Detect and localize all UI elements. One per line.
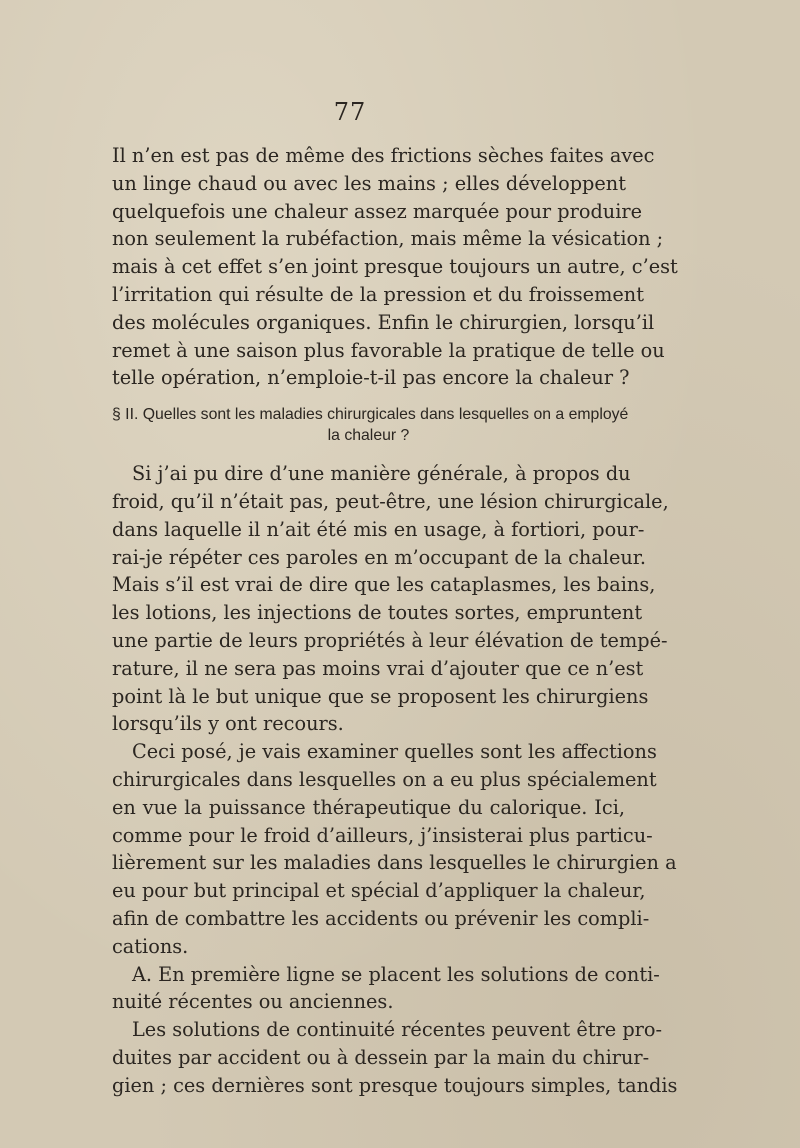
section-heading-line-2: la chaleur ? bbox=[327, 427, 410, 445]
text-line: mais à cet effet s’en joint presque toujours un autre, c’est bbox=[112, 255, 678, 279]
text-line: duites par accident ou à dessein par la main du chirur- bbox=[112, 1045, 650, 1069]
text-line: Les solutions de continuité récentes peuvent être pro- bbox=[132, 1018, 663, 1042]
text-line: nuité récentes ou anciennes. bbox=[112, 990, 394, 1014]
paragraph-4 bbox=[112, 961, 660, 1017]
text-line: une partie de leurs propriétés à leur élévation de tempé- bbox=[112, 628, 668, 652]
text-line: les lotions, les injections de toutes sortes, empruntent bbox=[112, 601, 643, 625]
text-line: rature, il ne sera pas moins vrai d’ajouter que ce n’est bbox=[112, 656, 644, 680]
text-line: quelquefois une chaleur assez marquée pour produire bbox=[112, 199, 642, 223]
text-line: gien ; ces dernières sont presque toujours simples, tandis bbox=[112, 1073, 678, 1097]
text-line: des molécules organiques. Enfin le chirurgien, lorsqu’il bbox=[112, 310, 655, 334]
section-heading-line-1: § II. Quelles sont les maladies chirurgicales dans lesquelles on a employé bbox=[112, 406, 629, 424]
text-line: rai-je répéter ces paroles en m’occupant de la chaleur. bbox=[112, 545, 647, 569]
paragraph-5 bbox=[112, 1016, 678, 1099]
text-line: dans laquelle il n’ait été mis en usage, à fortiori, pour- bbox=[112, 517, 645, 541]
paragraph-2 bbox=[112, 460, 669, 738]
text-line: afin de combattre les accidents ou prévenir les compli- bbox=[112, 906, 650, 930]
text-line: Il n’en est pas de même des frictions sèches faites avec bbox=[112, 144, 655, 167]
text-line: froid, qu’il n’était pas, peut-être, une lésion chirurgicale, bbox=[112, 489, 669, 513]
text-line: telle opération, n’emploie-t-il pas encore la chaleur ? bbox=[112, 366, 630, 390]
text-line: Ceci posé, je vais examiner quelles sont les affections bbox=[132, 740, 657, 764]
text-line: Mais s’il est vrai de dire que les cataplasmes, les bains, bbox=[112, 573, 656, 597]
text-line: lièrement sur les maladies dans lesquelles le chirurgien a bbox=[112, 851, 677, 875]
text-line: A. En première ligne se placent les solutions de conti- bbox=[132, 962, 660, 986]
page-number: 77 bbox=[333, 98, 367, 126]
text-line: l’irritation qui résulte de la pression et du froissement bbox=[112, 282, 644, 306]
text-line: Si j’ai pu dire d’une manière générale, à propos du bbox=[132, 462, 631, 486]
section-heading bbox=[112, 404, 629, 446]
paragraph-3 bbox=[112, 738, 677, 960]
text-line: comme pour le froid d’ailleurs, j’insisterai plus particu- bbox=[112, 823, 653, 847]
text-block bbox=[112, 142, 678, 1100]
text-line: lorsqu’ils y ont recours. bbox=[112, 712, 344, 736]
text-line: un linge chaud ou avec les mains ; elles développent bbox=[112, 171, 626, 195]
text-line: non seulement la rubéfaction, mais même la vésication ; bbox=[112, 227, 664, 251]
text-line: en vue la puissance thérapeutique du calorique. Ici, bbox=[112, 795, 625, 819]
text-line: point là le but unique que se proposent les chirurgiens bbox=[112, 684, 649, 708]
text-line: chirurgicales dans lesquelles on a eu plus spécialement bbox=[112, 767, 657, 791]
text-line: eu pour but principal et spécial d’appliquer la chaleur, bbox=[112, 879, 646, 903]
text-line: cations. bbox=[112, 934, 189, 958]
text-line: remet à une saison plus favorable la pratique de telle ou bbox=[112, 338, 665, 362]
paragraph-1 bbox=[112, 142, 678, 392]
